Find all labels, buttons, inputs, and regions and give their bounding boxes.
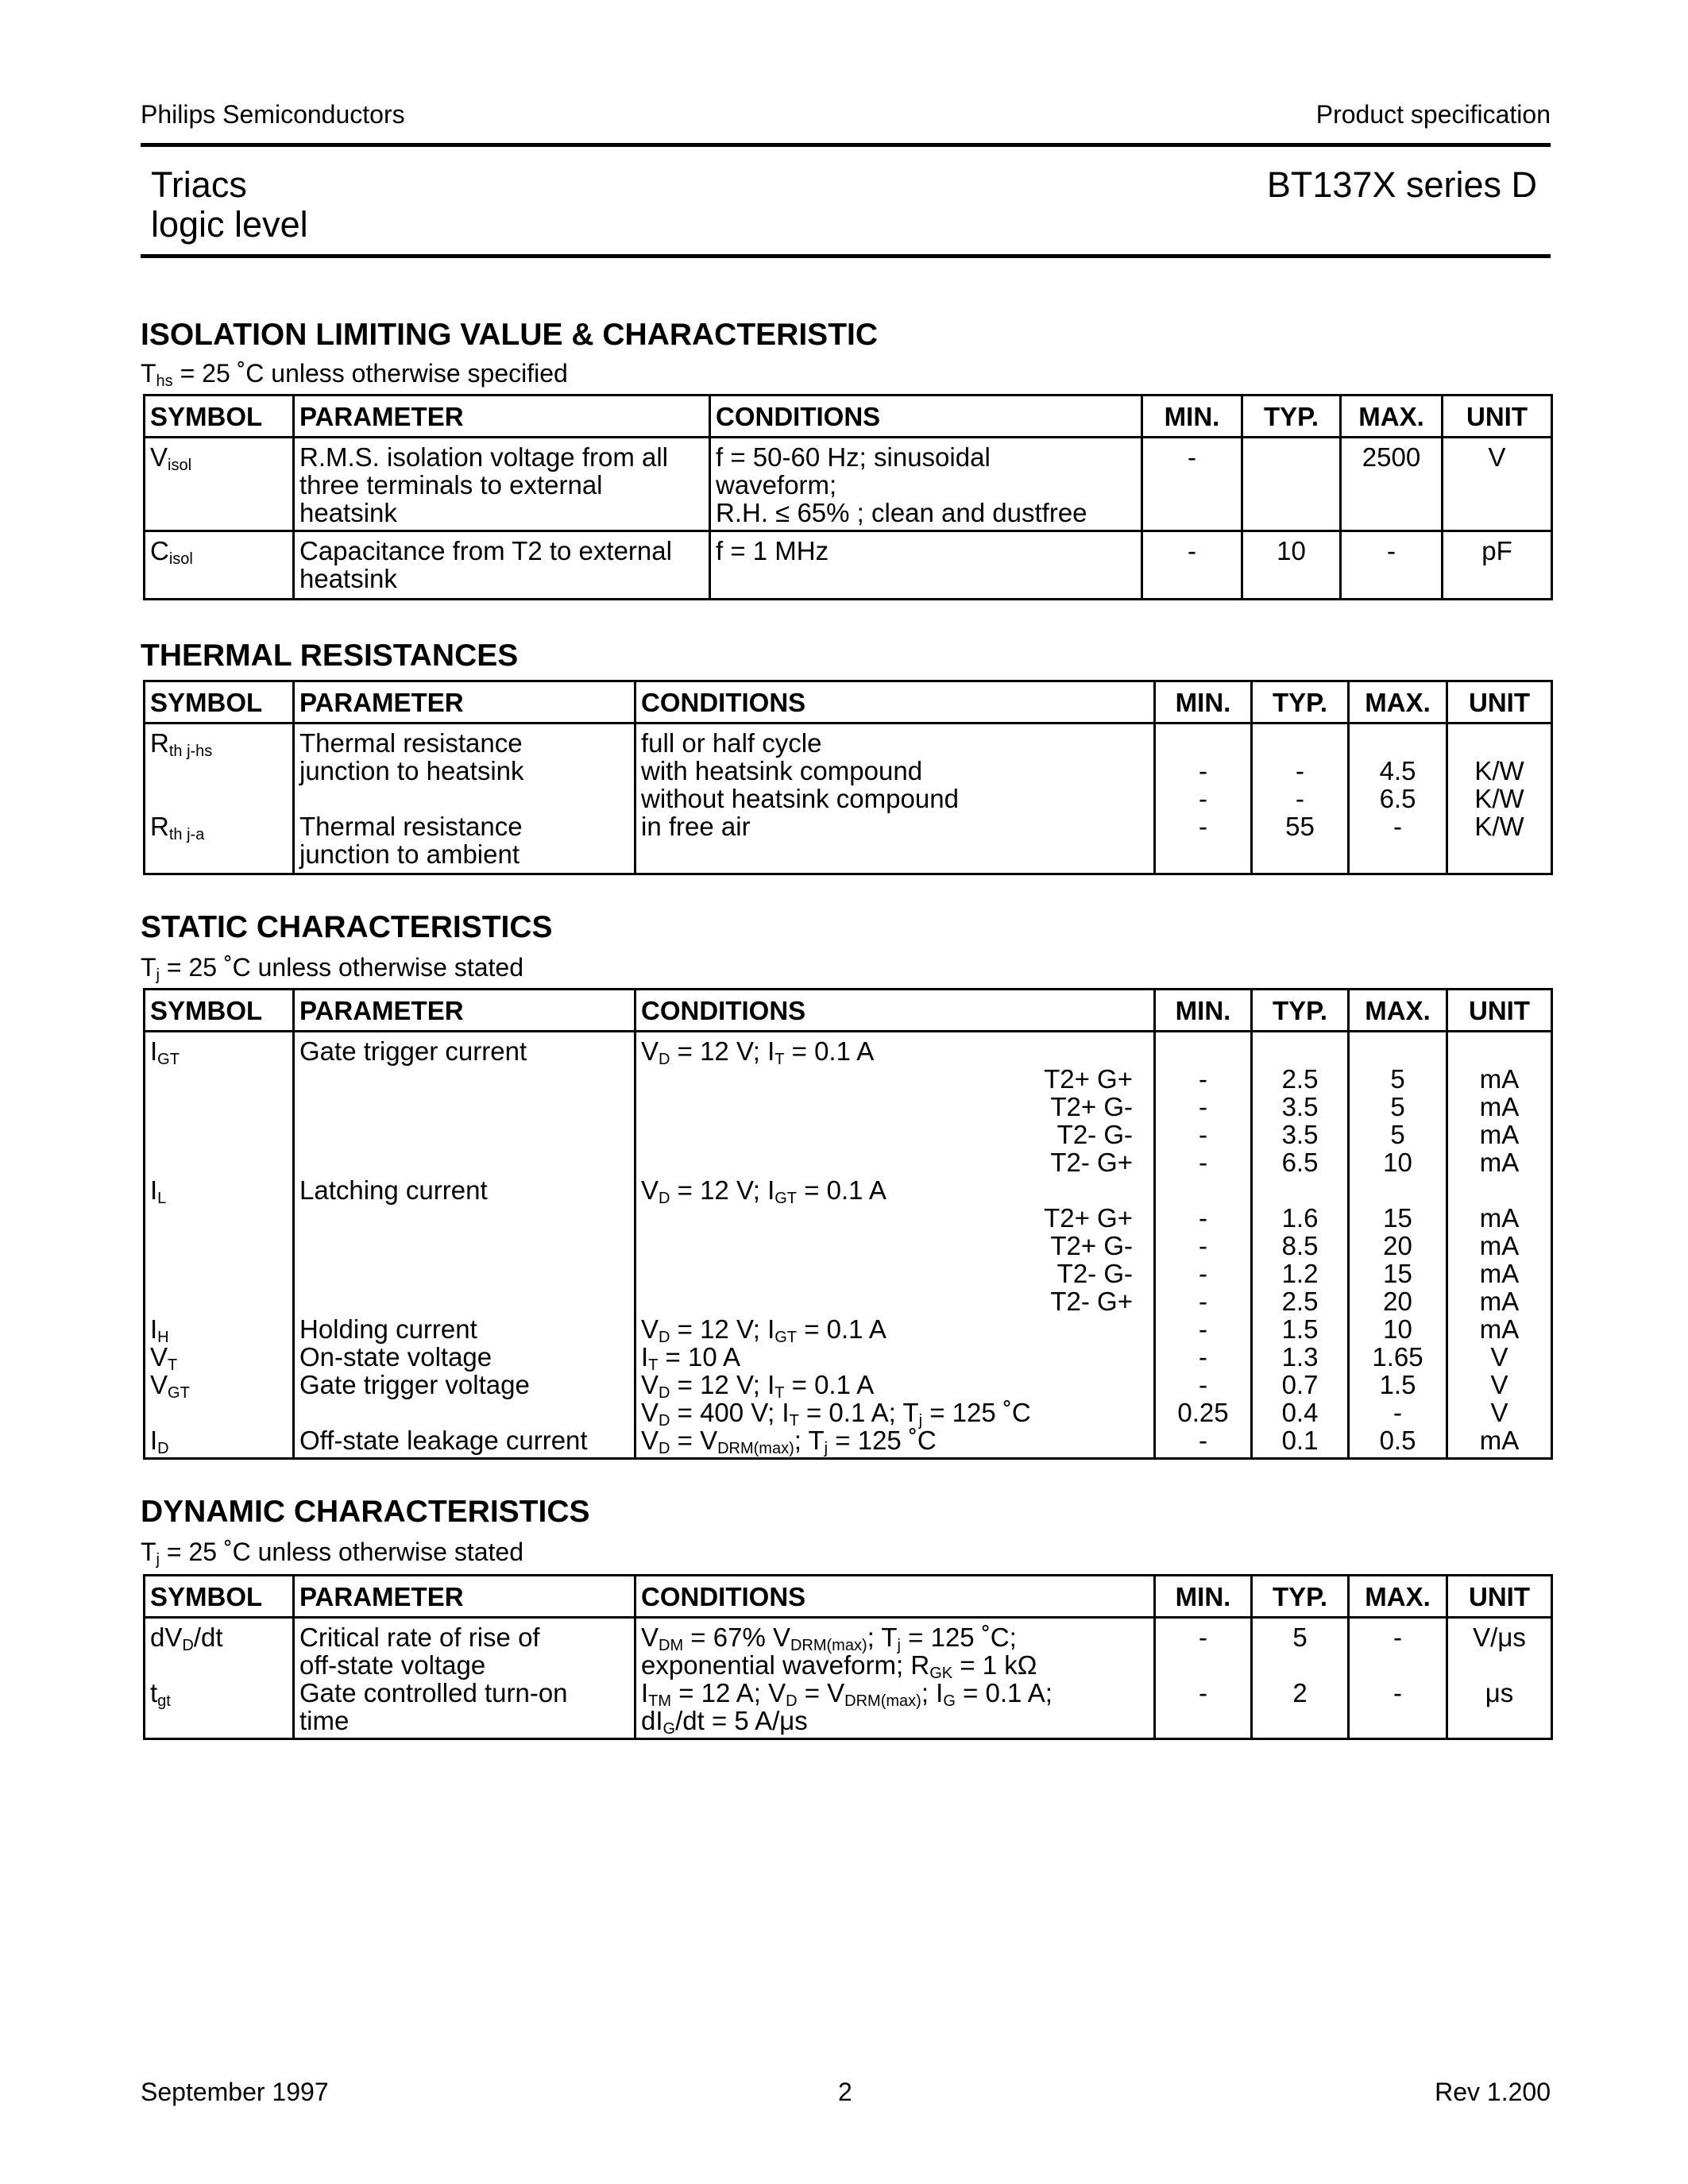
max-value: 5 xyxy=(1390,1092,1405,1121)
typ-value xyxy=(1257,1176,1342,1204)
typ-value: 8.5 xyxy=(1281,1231,1319,1260)
static-heading: STATIC CHARACTERISTICS xyxy=(141,910,553,944)
max-cell: - xyxy=(1341,531,1443,600)
quadrant-label: T2+ G- xyxy=(1050,1092,1133,1121)
symbol-line: $V_T$ xyxy=(150,1342,178,1374)
typ-value: 2.5 xyxy=(1281,1064,1319,1094)
typ-cell: 5 2 xyxy=(1252,1618,1349,1739)
symbol-line xyxy=(150,1121,288,1148)
min-value: - xyxy=(1199,1092,1207,1121)
symbol-cell xyxy=(145,1032,294,1459)
max-value: - xyxy=(1393,1398,1402,1427)
symbol-cell: $dV_D/dt$ $t_{gt}$ xyxy=(145,1618,294,1739)
conditions-cell: $V_{DM} = 67\%$ $V_{DRM(max)}$; $T_j = 125$ ˚C; exponential waveform; $R_{GK} = 1$ kΩ $I_{TM} = 12$ A; $V_D = V_{DRM(max)}$; $I_G = 0.1$ A; $dI_G/dt = 5$ A/μs xyxy=(635,1618,1155,1739)
unit-value: mA xyxy=(1479,1426,1520,1455)
quadrant-label: T2- G+ xyxy=(1050,1148,1133,1177)
col-max: MAX. xyxy=(1341,396,1443,438)
symbol-cell: $C_{isol}$ xyxy=(145,531,294,600)
col-typ: TYP. xyxy=(1252,1576,1349,1618)
dynamic-note: $T_j = 25$ ˚C unless otherwise stated xyxy=(141,1538,524,1569)
table-header-row xyxy=(145,396,1552,438)
min-value: - xyxy=(1199,1231,1207,1260)
typ-cell: - - 55 xyxy=(1252,723,1349,874)
max-value: 20 xyxy=(1383,1287,1412,1316)
max-cell xyxy=(1349,1032,1447,1459)
product-title xyxy=(151,165,308,245)
condition-line: $V_D = V_{DRM(max)}$; $T_j = 125$ ˚C xyxy=(641,1426,937,1457)
parameter-line xyxy=(299,1287,629,1315)
title-line-1: Triacs xyxy=(151,164,247,205)
thermal-heading: THERMAL RESISTANCES xyxy=(141,639,519,673)
quadrant-label: T2+ G- xyxy=(1050,1231,1133,1260)
col-min: MIN. xyxy=(1155,1576,1252,1618)
title-line-2: logic level xyxy=(151,204,308,245)
part-number: BT137X series D xyxy=(1266,164,1537,205)
col-parameter: PARAMETER xyxy=(294,1576,635,1618)
min-value: - xyxy=(1199,1426,1207,1455)
condition-line: $V_D = 12$ V; $I_{GT} = 0.1$ A xyxy=(641,1314,886,1346)
unit-value: mA xyxy=(1479,1092,1520,1121)
unit-value: V xyxy=(1490,1398,1508,1427)
col-conditions: CONDITIONS xyxy=(710,396,1142,438)
col-parameter: PARAMETER xyxy=(294,396,710,438)
symbol-line xyxy=(150,1287,288,1315)
col-typ: TYP. xyxy=(1252,990,1349,1032)
symbol-cell: $V_{isol}$ xyxy=(145,438,294,531)
condition-line: $I_T = 10$ A xyxy=(641,1342,741,1374)
parameter-cell: Thermal resistance junction to heatsink Thermal resistance junction to ambient xyxy=(294,723,635,874)
parameter-cell: R.M.S. isolation voltage from all three terminals to external heatsink xyxy=(294,438,710,531)
max-cell: - - xyxy=(1349,1618,1447,1739)
col-symbol: SYMBOL xyxy=(145,990,294,1032)
unit-value: mA xyxy=(1479,1231,1520,1260)
typ-value: 3.5 xyxy=(1281,1092,1319,1121)
parameter-line: On-state voltage xyxy=(299,1342,492,1372)
dynamic-heading: DYNAMIC CHARACTERISTICS xyxy=(141,1495,590,1529)
unit-value: V xyxy=(1490,1342,1508,1372)
quadrant-label: T2+ G+ xyxy=(1044,1064,1133,1094)
typ-value: 0.1 xyxy=(1281,1426,1319,1455)
conditions-cell: f = 50-60 Hz; sinusoidal waveform; R.H. ≤ 65% ; clean and dustfree xyxy=(710,438,1142,531)
parameter-line xyxy=(299,1121,629,1148)
col-unit: UNIT xyxy=(1447,1576,1552,1618)
table-header-row xyxy=(145,681,1552,723)
min-value: - xyxy=(1199,1287,1207,1316)
unit-value xyxy=(1453,1037,1546,1065)
max-value: 10 xyxy=(1383,1314,1412,1344)
col-min: MIN. xyxy=(1155,990,1252,1032)
symbol-line xyxy=(150,1260,288,1287)
table-row xyxy=(145,1032,1552,1459)
symbol-line: $I_D$ xyxy=(150,1426,169,1457)
title-rule xyxy=(141,254,1551,258)
min-value xyxy=(1161,1176,1246,1204)
typ-value: 2.5 xyxy=(1281,1287,1319,1316)
unit-cell: V/μs μs xyxy=(1447,1618,1552,1739)
max-value: 20 xyxy=(1383,1231,1412,1260)
max-cell: 4.5 6.5 - xyxy=(1349,723,1447,874)
unit-value: V xyxy=(1490,1370,1508,1399)
table-row xyxy=(145,531,1552,600)
typ-value: 1.2 xyxy=(1281,1259,1319,1288)
table-row xyxy=(145,1618,1552,1739)
min-value: - xyxy=(1199,1120,1207,1149)
max-value: 1.65 xyxy=(1372,1342,1423,1372)
quadrant-label: T2- G+ xyxy=(1050,1287,1133,1316)
col-symbol: SYMBOL xyxy=(145,396,294,438)
isolation-heading: ISOLATION LIMITING VALUE & CHARACTERISTIC xyxy=(141,318,879,352)
unit-value xyxy=(1453,1176,1546,1204)
min-value: - xyxy=(1199,1342,1207,1372)
col-typ: TYP. xyxy=(1252,681,1349,723)
conditions-cell xyxy=(635,1032,1155,1459)
max-value: 0.5 xyxy=(1379,1426,1416,1455)
symbol-line: $I_{GT}$ xyxy=(150,1036,180,1068)
typ-value: 3.5 xyxy=(1281,1120,1319,1149)
parameter-line: Holding current xyxy=(299,1314,477,1344)
table-header-row xyxy=(145,1576,1552,1618)
unit-cell: pF xyxy=(1443,531,1552,600)
col-parameter: PARAMETER xyxy=(294,990,635,1032)
typ-value xyxy=(1257,1037,1342,1065)
typ-cell xyxy=(1252,1032,1349,1459)
typ-cell: 10 xyxy=(1242,531,1341,600)
max-value xyxy=(1354,1037,1441,1065)
min-value: - xyxy=(1199,1259,1207,1288)
max-value: 5 xyxy=(1390,1120,1405,1149)
typ-value: 1.5 xyxy=(1281,1314,1319,1344)
dynamic-table xyxy=(143,1574,1553,1740)
parameter-line xyxy=(299,1260,629,1287)
col-symbol: SYMBOL xyxy=(145,1576,294,1618)
footer-date: September 1997 xyxy=(141,2078,329,2106)
max-value xyxy=(1354,1176,1441,1204)
typ-value: 0.4 xyxy=(1281,1398,1319,1427)
col-max: MAX. xyxy=(1349,1576,1447,1618)
min-value: - xyxy=(1199,1370,1207,1399)
table-header-row xyxy=(145,990,1552,1032)
min-cell: - - - xyxy=(1155,723,1252,874)
unit-value: mA xyxy=(1479,1148,1520,1177)
col-parameter: PARAMETER xyxy=(294,681,635,723)
parameter-line: Latching current xyxy=(299,1175,488,1205)
symbol-line xyxy=(150,1232,288,1260)
parameter-line xyxy=(299,1093,629,1121)
unit-value: mA xyxy=(1479,1064,1520,1094)
col-unit: UNIT xyxy=(1443,396,1552,438)
symbol-line xyxy=(150,1065,288,1093)
isolation-note: $T_{hs} = 25$ ˚C unless otherwise specified xyxy=(141,359,568,390)
max-value: 1.5 xyxy=(1379,1370,1416,1399)
static-note: $T_j = 25$ ˚C unless otherwise stated xyxy=(141,953,524,984)
parameter-line xyxy=(299,1204,629,1232)
max-value: 10 xyxy=(1383,1148,1412,1177)
quadrant-label: T2+ G+ xyxy=(1044,1203,1133,1233)
symbol-line xyxy=(150,1204,288,1232)
unit-value: mA xyxy=(1479,1259,1520,1288)
max-value: 5 xyxy=(1390,1064,1405,1094)
min-value: 0.25 xyxy=(1177,1398,1229,1427)
min-value: - xyxy=(1199,1203,1207,1233)
symbol-cell: $R_{th j-hs}$ $R_{th j-a}$ xyxy=(145,723,294,874)
unit-value: mA xyxy=(1479,1203,1520,1233)
col-min: MIN. xyxy=(1155,681,1252,723)
typ-value: 1.3 xyxy=(1281,1342,1319,1372)
parameter-line xyxy=(299,1065,629,1093)
condition-line: $V_D = 12$ V; $I_T = 0.1$ A xyxy=(641,1036,875,1068)
col-max: MAX. xyxy=(1349,990,1447,1032)
unit-cell: V xyxy=(1443,438,1552,531)
parameter-cell xyxy=(294,1032,635,1459)
col-max: MAX. xyxy=(1349,681,1447,723)
symbol-line: $V_{GT}$ xyxy=(150,1370,190,1402)
unit-value: mA xyxy=(1479,1287,1520,1316)
table-row xyxy=(145,438,1552,531)
col-symbol: SYMBOL xyxy=(145,681,294,723)
symbol-line: $I_L$ xyxy=(150,1175,167,1207)
footer-revision: Rev 1.200 xyxy=(1435,2078,1551,2106)
header-rule xyxy=(141,143,1551,147)
min-value xyxy=(1161,1037,1246,1065)
min-value: - xyxy=(1199,1148,1207,1177)
parameter-line: Off-state leakage current xyxy=(299,1426,588,1455)
col-unit: UNIT xyxy=(1447,990,1552,1032)
symbol-line xyxy=(150,1148,288,1176)
typ-value: 0.7 xyxy=(1281,1370,1319,1399)
symbol-line xyxy=(150,1093,288,1121)
col-conditions: CONDITIONS xyxy=(635,1576,1155,1618)
col-typ: TYP. xyxy=(1242,396,1341,438)
unit-value: mA xyxy=(1479,1314,1520,1344)
symbol-line xyxy=(150,1399,288,1426)
max-value: 15 xyxy=(1383,1259,1412,1288)
thermal-table xyxy=(143,680,1553,875)
table-row xyxy=(145,723,1552,874)
parameter-line xyxy=(299,1232,629,1260)
document-type: Product specification xyxy=(1315,100,1551,129)
min-cell: - xyxy=(1142,438,1242,531)
static-table xyxy=(143,988,1553,1460)
parameter-line xyxy=(299,1148,629,1176)
parameter-cell: Capacitance from T2 to external heatsink xyxy=(294,531,710,600)
min-value: - xyxy=(1199,1314,1207,1344)
symbol-line: $I_H$ xyxy=(150,1314,169,1346)
company-name: Philips Semiconductors xyxy=(141,100,405,129)
max-value: 15 xyxy=(1383,1203,1412,1233)
quadrant-label: T2- G- xyxy=(1056,1259,1133,1288)
unit-cell xyxy=(1447,1032,1552,1459)
conditions-cell: full or half cycle with heatsink compound without heatsink compound in free air xyxy=(635,723,1155,874)
col-min: MIN. xyxy=(1142,396,1242,438)
condition-line: $V_D = 12$ V; $I_{GT} = 0.1$ A xyxy=(641,1175,886,1207)
parameter-line xyxy=(299,1399,629,1426)
condition-line: $V_D = 12$ V; $I_T = 0.1$ A xyxy=(641,1370,875,1402)
min-cell xyxy=(1155,1032,1252,1459)
min-cell: - xyxy=(1142,531,1242,600)
quadrant-label: T2- G- xyxy=(1056,1120,1133,1149)
col-conditions: CONDITIONS xyxy=(635,681,1155,723)
typ-value: 6.5 xyxy=(1281,1148,1319,1177)
parameter-line: Gate trigger current xyxy=(299,1036,527,1066)
parameter-line: Gate trigger voltage xyxy=(299,1370,530,1399)
unit-value: mA xyxy=(1479,1120,1520,1149)
min-value: - xyxy=(1199,1064,1207,1094)
max-cell: 2500 xyxy=(1341,438,1443,531)
condition-line: $V_D = 400$ V; $I_T = 0.1$ A; $T_j = 125$ ˚C xyxy=(641,1398,1031,1430)
min-cell: - - xyxy=(1155,1618,1252,1739)
isolation-table xyxy=(143,394,1553,600)
col-unit: UNIT xyxy=(1447,681,1552,723)
parameter-cell: Critical rate of rise of off-state voltage Gate controlled turn-on time xyxy=(294,1618,635,1739)
col-conditions: CONDITIONS xyxy=(635,990,1155,1032)
typ-value: 1.6 xyxy=(1281,1203,1319,1233)
unit-cell: K/W K/W K/W xyxy=(1447,723,1552,874)
conditions-cell: f = 1 MHz xyxy=(710,531,1142,600)
page-number: 2 xyxy=(838,2078,852,2106)
typ-cell xyxy=(1242,438,1341,531)
